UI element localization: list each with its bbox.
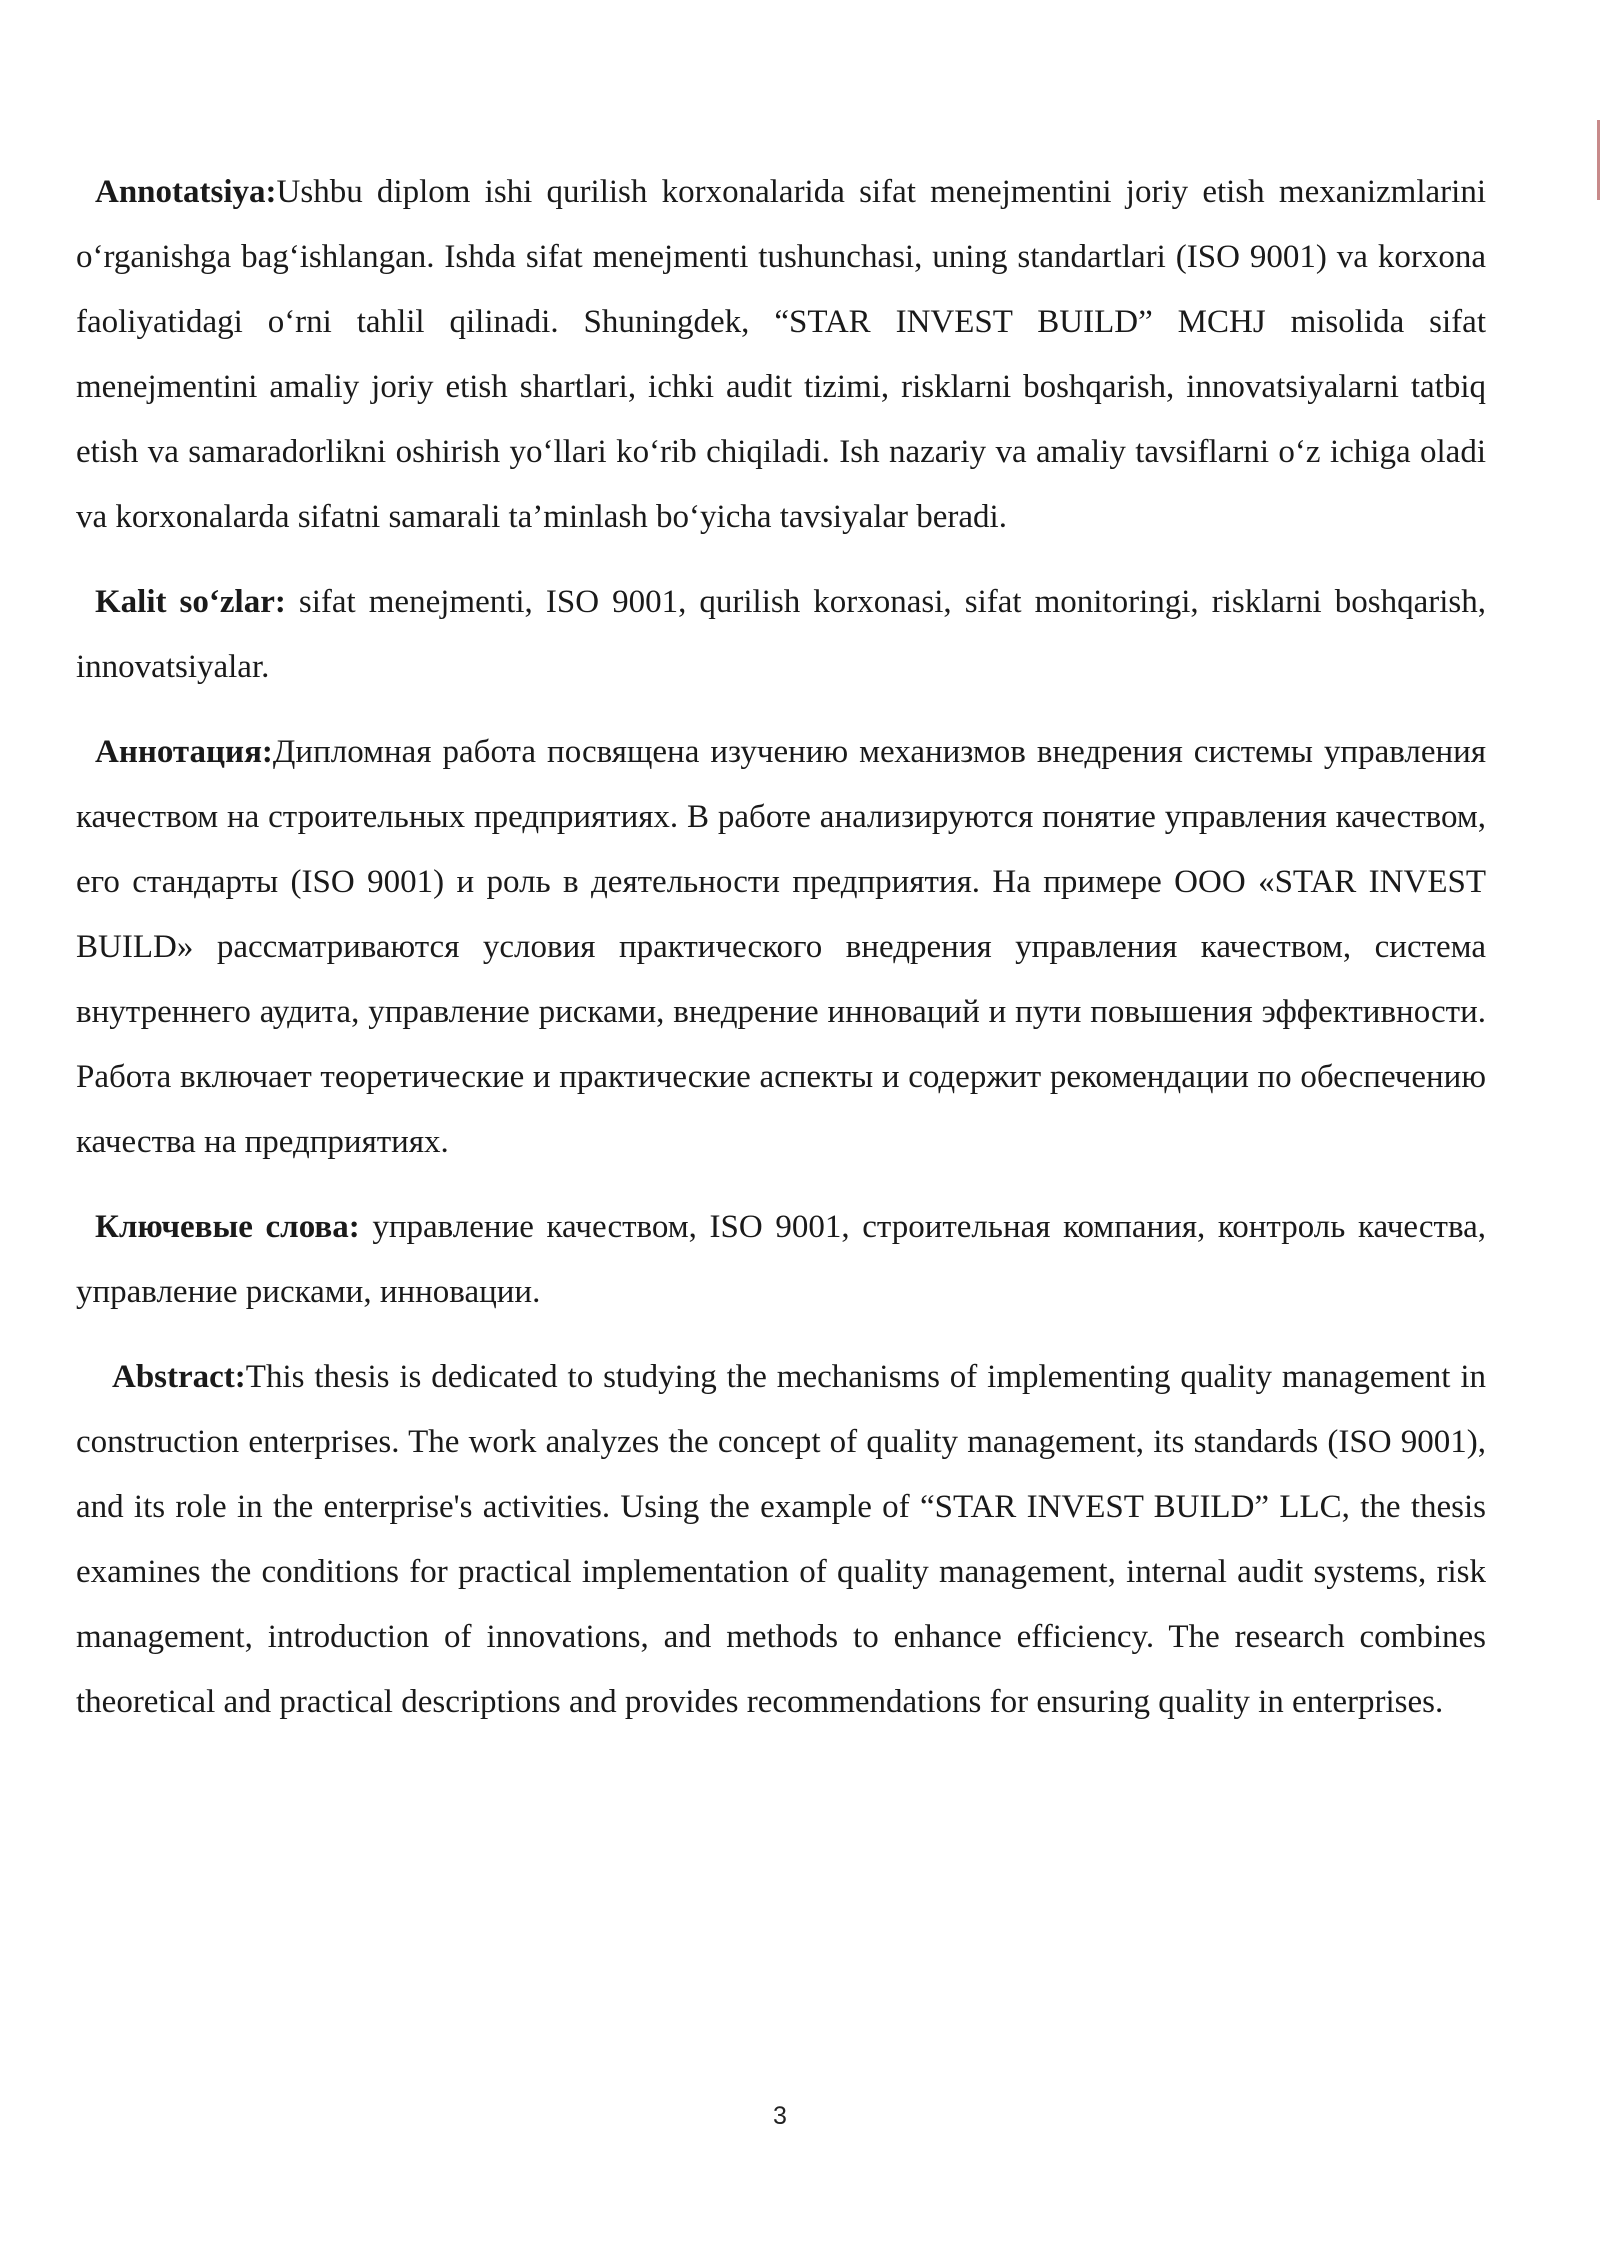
page-number: 3 <box>773 2102 787 2130</box>
abstract-english-label: Abstract: <box>112 1359 246 1395</box>
keywords-russian-text: управление качеством, ISO 9001, строительная компания, контроль качества, управление рисками, инновации. <box>76 1209 1486 1310</box>
keywords-uzbek-text: sifat menejmenti, ISO 9001, qurilish korxonasi, sifat monitoringi, risklarni boshqarish, innovatsiyalar. <box>76 584 1486 685</box>
annotation-uzbek-label: Annotatsiya: <box>95 174 277 210</box>
annotation-russian <box>76 720 1486 1175</box>
abstract-english-text: This thesis is dedicated to studying the mechanisms of implementing quality management in construction enterprises. The work analyzes the concept of quality management, its standards (ISO 9001), and its role in the enterprise's activities. Using the example of “STAR INVEST BUILD” LLC, the thesis examines the conditions for practical implementation of quality management, internal audit systems, risk management, introduction of innovations, and methods to enhance efficiency. The research combines theoretical and practical descriptions and provides recommendations for ensuring quality in enterprises. <box>76 1359 1486 1720</box>
annotation-uzbek-text: Ushbu diplom ishi qurilish korxonalarida sifat menejmentini joriy etish mexanizmlarini o‘rganishga bag‘ishlangan. Ishda sifat menejmenti tushunchasi, uning standartlari (ISO 9001) va korxona faoliyatidagi o‘rni tahlil qilinadi. Shuningdek, “STAR INVEST BUILD” MCHJ misolida sifat menejmentini amaliy joriy etish shartlari, ichki audit tizimi, risklarni boshqarish, innovatsiyalarni tatbiq etish va samaradorlikni oshirish yo‘llari ko‘rib chiqiladi. Ish nazariy va amaliy tavsiflarni o‘z ichiga oladi va korxonalarda sifatni samarali ta’minlash bo‘yicha tavsiyalar beradi. <box>76 174 1486 535</box>
annotation-uzbek <box>76 160 1486 550</box>
abstract-english <box>76 1345 1486 1735</box>
annotation-russian-label: Аннотация: <box>95 734 273 770</box>
page-body <box>76 160 1486 1755</box>
annotation-russian-text: Дипломная работа посвящена изучению механизмов внедрения системы управления качеством на строительных предприятиях. В работе анализируются понятие управления качеством, его стандарты (ISO 9001) и роль в деятельности предприятия. На примере ООО «STAR INVEST BUILD» рассматриваются условия практического внедрения управления качеством, система внутреннего аудита, управление рисками, внедрение инноваций и пути повышения эффективности. Работа включает теоретические и практические аспекты и содержит рекомендации по обеспечению качества на предприятиях. <box>76 734 1486 1160</box>
keywords-uzbek <box>76 570 1486 700</box>
keywords-uzbek-label: Kalit so‘zlar: <box>95 584 286 620</box>
keywords-russian-label: Ключевые слова: <box>95 1209 360 1245</box>
keywords-russian <box>76 1195 1486 1325</box>
